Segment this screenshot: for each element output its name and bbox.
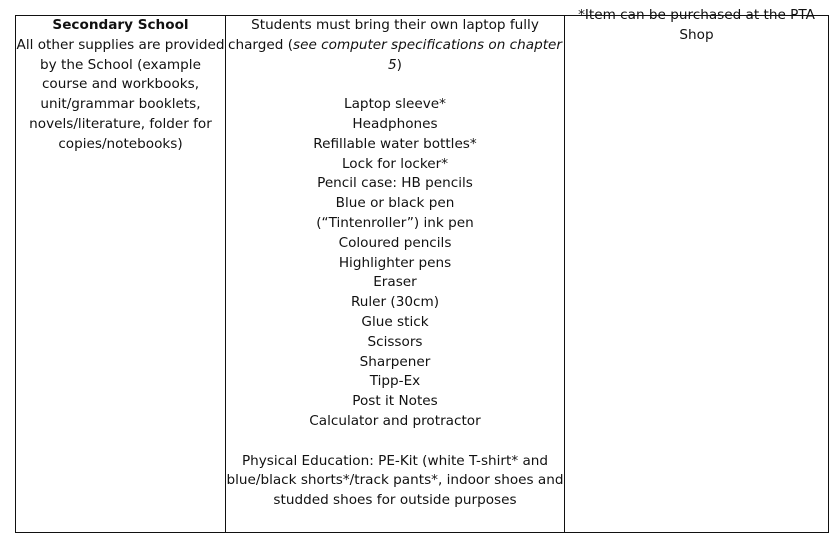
list-item: Refillable water bottles* <box>313 135 477 152</box>
list-item: Lock for locker* <box>341 155 449 172</box>
list-item: Headphones <box>352 115 438 132</box>
school-description: All other supplies are provided by the School (example course and workbooks, unit/grammar booklets, novels/literature, folder for copies/notebooks) <box>16 36 225 152</box>
school-title: Secondary School <box>52 17 189 33</box>
list-item: Eraser <box>373 274 417 291</box>
list-item: Glue stick <box>361 313 429 330</box>
supplies-cell <box>226 16 565 533</box>
list-item: Laptop sleeve* <box>344 96 446 113</box>
laptop-requirement <box>226 16 564 75</box>
list-item: Scissors <box>367 333 423 350</box>
supplies-table <box>15 7 829 533</box>
list-item: Pencil case: HB pencils <box>317 175 473 192</box>
table-row <box>16 16 829 533</box>
list-item: Highlighter pens <box>338 254 452 271</box>
spacer <box>226 432 564 452</box>
laptop-requirement-close: ) <box>396 56 402 73</box>
pe-kit-note: Physical Education: PE-Kit (white T-shirt* and blue/black shorts*/track pants*, indoor shoes and studded shoes for outside purposes <box>226 452 564 509</box>
school-cell <box>16 16 226 533</box>
notes-cell <box>565 7 829 533</box>
list-item: Tipp-Ex <box>369 373 421 390</box>
pta-shop-note: *Item can be purchased at the PTA Shop <box>578 7 815 43</box>
supplies-list <box>226 95 564 432</box>
spacer <box>226 75 564 95</box>
list-item: Calculator and protractor <box>309 412 481 429</box>
list-item: (“Tintenroller”) ink pen <box>316 214 474 231</box>
laptop-requirement-text: Students must bring their own laptop fully charged ( <box>228 17 539 53</box>
list-item: Ruler (30cm) <box>350 294 440 311</box>
computer-specifications-reference: see computer specifications on chapter 5 <box>293 36 562 73</box>
list-item: Post it Notes <box>352 393 438 410</box>
list-item: Coloured pencils <box>338 234 452 251</box>
list-item: Sharpener <box>359 353 431 370</box>
list-item: Blue or black pen <box>335 195 455 212</box>
